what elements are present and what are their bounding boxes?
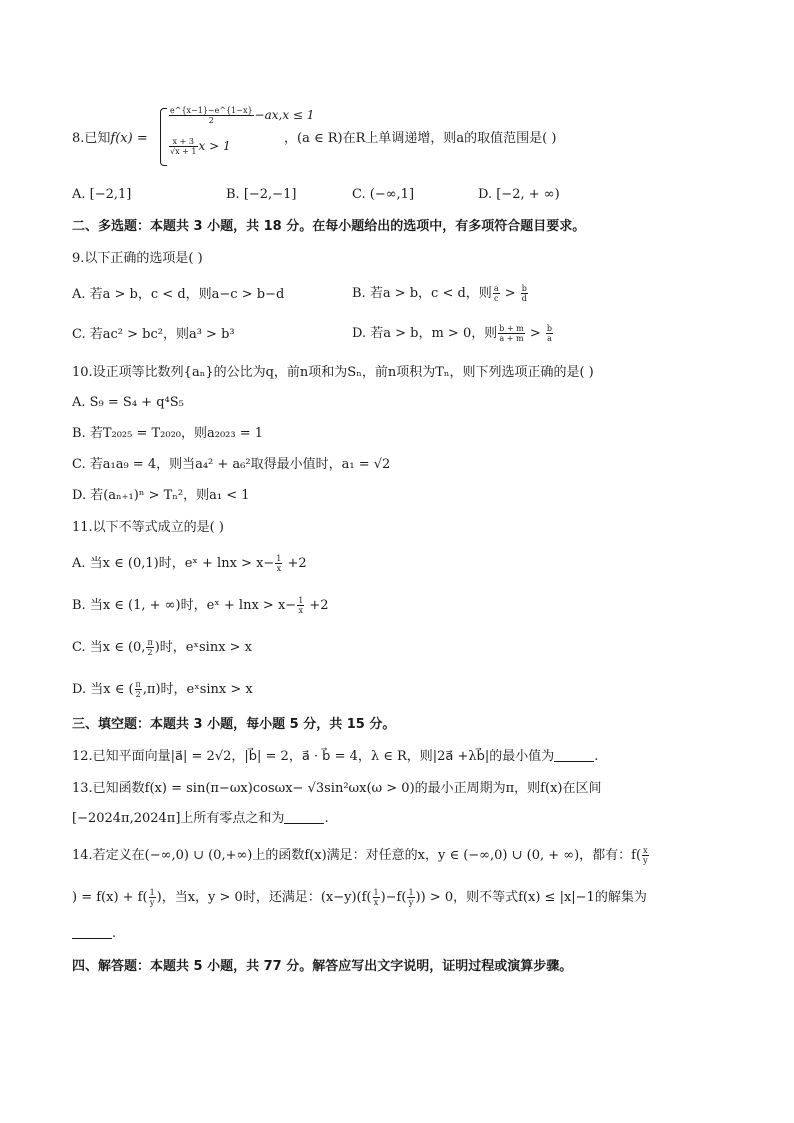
question-8 [72,104,792,168]
q11-option-a: A. 当x ∈ (0,1)时，eˣ + lnx > x− $\frac{1}{x}$ +2 [72,554,307,573]
q8-option-c: C. (−∞,1] [352,187,415,202]
answer-blank[interactable] [554,749,594,762]
q8-tail: ，(a ∈ R)在R上单调递增，则a的取值范围是( ) [284,131,557,146]
q9-option-c: C. 若ac² > bc²，则a³ > b³ [72,327,235,342]
q12: 12.已知平面向量|a⃗| = 2√2，|b⃗| = 2，a⃗ · b⃗ = 4，λ ∈ R，则|2a⃗ +λb⃗|的最小值为 . [72,749,599,764]
q13-line-2: [−2024π,2024π]上所有零点之和为 . [72,811,329,826]
q14-line-1: 14.若定义在(−∞,0) ∪ (0,+∞)上的函数f(x)满足：对任意的x，y ∈ (−∞,0) ∪ (0, + ∞)，都有：f( $\frac{x}{y}$ [72,846,648,865]
q9-option-b: B. 若a > b，c < d，则 $\frac{a}{c}$ > $\frac{b}{d}$ [352,284,527,303]
answer-blank[interactable] [72,926,112,939]
q9-option-a: A. 若a > b，c < d，则a−c > b−d [72,287,285,302]
q8-prefix: 8.已知f(x) = [72,131,148,146]
answer-blank[interactable] [284,811,324,824]
section-3-heading: 三、填空题：本题共 3 小题，每小题 5 分，共 15 分。 [72,717,396,732]
q9-option-d: D. 若a > b，m > 0，则 $\frac{b + m}{a + m}$ > $\frac{b}{a}$ [352,324,553,343]
q8-option-d: D. [−2, + ∞) [478,187,560,202]
q8-option-b: B. [−2,−1] [226,187,297,202]
q11-option-d: D. 当x ∈ ( $\frac{\pi}{2}$ ,π)时，eˣsinx > x [72,680,253,699]
q8-option-a: A. [−2,1] [72,187,132,202]
q10-option-a: A. S₉ = S₄ + q⁴S₅ [72,395,184,410]
q10-option-b: B. 若T₂₀₂₅ = T₂₀₂₀，则a₂₀₂₃ = 1 [72,426,264,441]
q10-option-c: C. 若a₁a₉ = 4，则当a₄² + a₆²取得最小值时，a₁ = √2 [72,457,391,472]
q11-option-b: B. 当x ∈ (1, + ∞)时，eˣ + lnx > x− $\frac{1}{x}$ +2 [72,596,329,615]
q8-case-2: $\frac{x + 3}{√x + 1}$ x > 1 [170,137,231,156]
q13-line-1: 13.已知函数f(x) = sin(π−ωx)cosωx− √3sin²ωx(ω > 0)的最小正周期为π，则f(x)在区间 [72,781,602,796]
q14-line-2: ) = f(x) + f( $\frac{1}{y}$ )，当x，y > 0时，还满足：(x−y)(f( $\frac{1}{x}$ )−f( $\frac{1}{y}$ )) > 0，则不等式f(x) ≤ |x|−1的解集为 [72,888,647,907]
q8-case-1: $\frac{e\^{}\{x-1\}-e\^{}\{1-x\}}{2}$ −ax,x ≤ 1 [170,106,315,125]
q10-stem: 10.设正项等比数列{aₙ}的公比为q，前n项和为Sₙ，前n项积为Tₙ，则下列选项正确的是( ) [72,365,594,380]
section-2-heading: 二、多选题：本题共 3 小题，共 18 分。在每小题给出的选项中，有多项符合题目要求。 [72,219,586,234]
section-4-heading: 四、解答题：本题共 5 小题，共 77 分。解答应写出文字说明，证明过程或演算步骤。 [72,959,573,974]
q11-option-c: C. 当x ∈ (0, $\frac{\pi}{2}$ )时，eˣsinx > x [72,638,253,657]
q14-line-3: . [72,925,116,943]
q11-stem: 11.以下不等式成立的是( ) [72,520,224,535]
piecewise-brace [160,108,167,166]
q9-stem: 9.以下正确的选项是( ) [72,251,203,266]
q10-option-d: D. 若(aₙ₊₁)ⁿ > Tₙ²，则a₁ < 1 [72,488,250,503]
